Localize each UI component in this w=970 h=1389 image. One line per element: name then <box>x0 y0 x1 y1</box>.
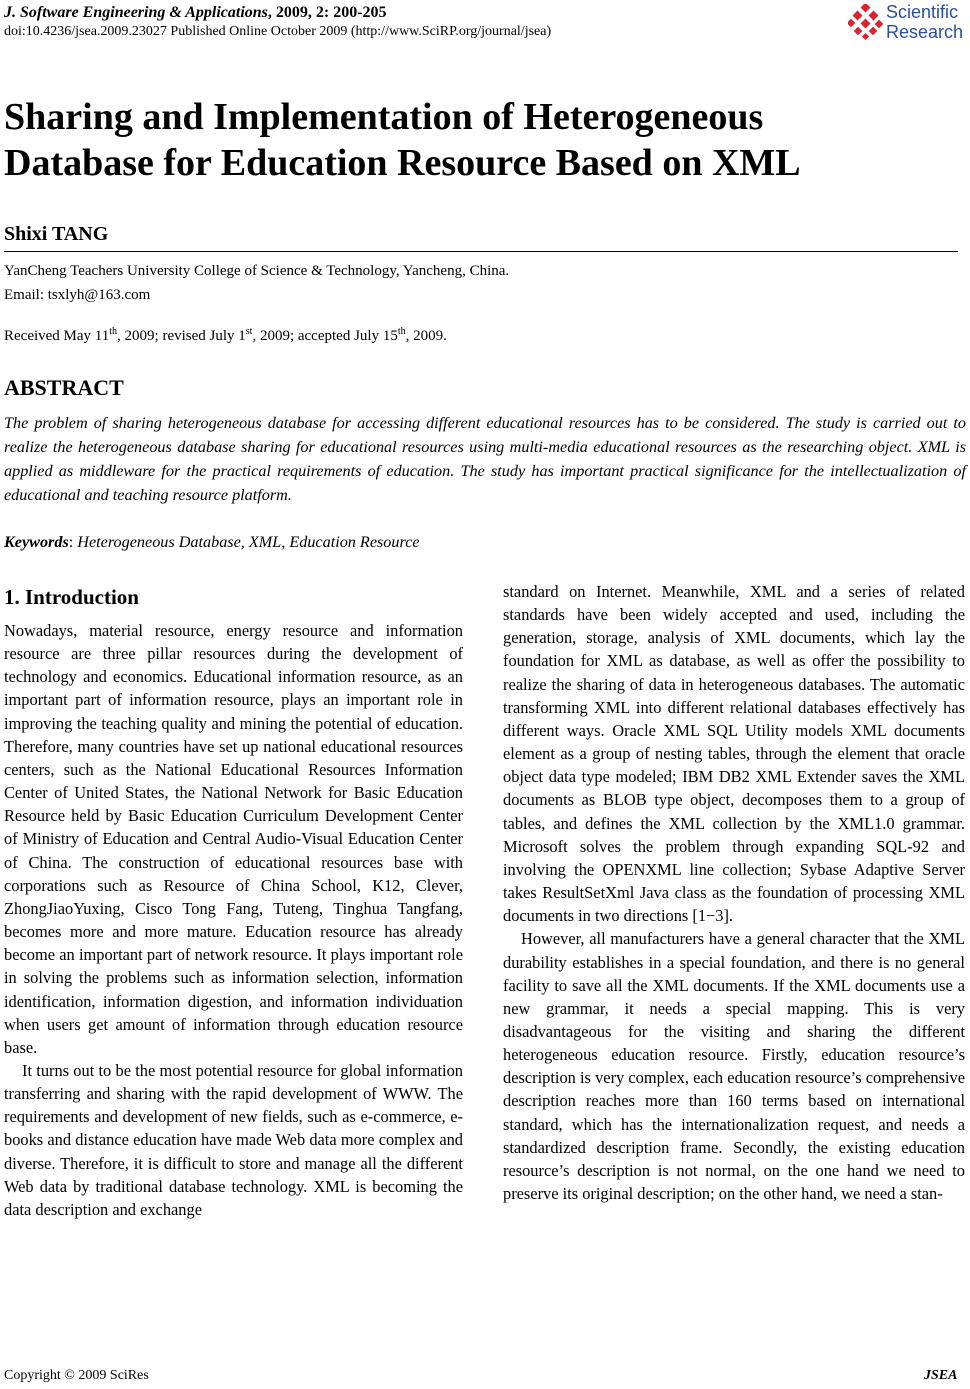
keywords-list: Heterogeneous Database, XML, Education Resource <box>77 533 420 551</box>
paragraph: It turns out to be the most potential resource for global information transferring and sharing with the rapid development of WWW. The requirements and development of new fields, such as e-commerce, e-books and distance education have made Web data more complex and diverse. Therefore, it is difficult to store and manage all the different Web data by traditional database technology. XML is becoming the data description and exchange <box>4 1060 463 1219</box>
paper-title-line-1: Sharing and Implementation of Heterogeneous <box>4 96 764 138</box>
received-date: Received May 11 <box>4 328 110 344</box>
publisher-logo <box>848 2 968 44</box>
affiliation: YanCheng Teachers University College of Science & Technology, Yancheng, China. <box>4 263 510 279</box>
scientific-research-logo-icon <box>848 4 884 40</box>
keywords-line <box>4 530 420 554</box>
logo-line-2: Research <box>886 22 964 42</box>
paragraph: standard on Internet. Meanwhile, XML and a series of related standards have been widely accepted and used, including the generation, storage, analysis of XML documents, which lay the foundation for XML as database, as well as offer the possibility to realize the sharing of data in heterogeneous databases. The automatic transforming XML into different relational databases effectively has different ways. Oracle XML SQL Utility models XML documents element as a group of nesting tables, through the element that oracle object data type modeled; IBM DB2 XML Extender saves the XML documents as BLOB type object, decomposes them to a group of tables, and defines the XML collection by the XML1.0 grammar. Microsoft solves the problem through expanding SQL-92 and involving the OPENXML line collection; Sybase Adaptive Server takes ResultSetXml Java class as the foundation of processing XML documents in two directions [1−3]. <box>503 582 965 926</box>
keywords-label: Keywords <box>4 533 69 551</box>
abstract-text: The problem of sharing heterogeneous database for accessing different educational resources has to be considered. The study is carried out to realize the heterogeneous database sharing for educational resources using multi-media educational resources as the researching object. XML is applied as middleware for the practical requirements of education. The study has important practical significance for the intellectualization of educational and teaching resource platform. <box>4 414 966 504</box>
paragraph: Nowadays, material resource, energy resource and information resource are three pillar resources during the development of technology and economics. Educational information resource, as an important part of information resource, plays an important role in improving the teaching quality and mining the potential of education. Therefore, many countries have set up national educational resources centers, such as the National Educational Resources Information Center of United States, the National Network for Basic Education Resource held by Basic Education Curriculum Development Center of Ministry of Education and Central Audio-Visual Education Center of China. The construction of educational resources base with corporations such as Resource of China School, K12, Clever, ZhongJiaoYuxing, Cisco Tong Fang, Tuteng, Tinghua Tangfang, becomes more and more mature. Education resource has already become an important part of network resource. It plays important role in solving the problems such as information selection, information identification, information digestion, and information individuation when users get amount of information through education resource base. <box>4 621 463 1057</box>
logo-line-1: Scientific <box>886 2 959 22</box>
journal-volume-pages: , 2009, 2: 200-205 <box>267 4 387 21</box>
author-name: Shixi TANG <box>4 223 109 245</box>
journal-name: J. Software Engineering & Applications <box>4 4 268 21</box>
paper-title <box>4 94 964 186</box>
doi-line: doi:10.4236/jsea.2009.23027 Published Online October 2009 (http://www.SciRP.org/journal/jsea) <box>4 24 552 39</box>
copyright-notice: Copyright © 2009 SciRes <box>4 1368 149 1383</box>
right-column <box>503 580 965 1205</box>
accepted-suffix: th <box>397 326 406 337</box>
keywords-separator: : <box>68 533 74 551</box>
publication-dates <box>4 326 447 346</box>
received-suffix: th <box>109 326 118 337</box>
author-divider <box>4 251 958 252</box>
revised-suffix: st <box>245 326 253 337</box>
section-heading-introduction: 1. Introduction <box>4 585 139 609</box>
dates-tail: , 2009. <box>405 328 447 344</box>
abstract-heading: ABSTRACT <box>4 375 124 400</box>
author-email: Email: tsxlyh@163.com <box>4 287 151 303</box>
journal-abbreviation: JSEA <box>924 1368 958 1383</box>
accepted-date: , 2009; accepted July 15 <box>252 328 398 344</box>
logo-text <box>886 2 963 42</box>
revised-date: , 2009; revised July 1 <box>117 328 246 344</box>
paper-title-line-2: Database for Education Resource Based on XML <box>4 142 801 184</box>
paragraph: However, all manufacturers have a general character that the XML durability establishes in a special foundation, and there is no general facility to save all the XML documents. If the XML documents use a new grammar, it needs a special mapping. This is very disadvantageous for the visiting and sharing the different heterogeneous education resource. Firstly, education resource’s description is very complex, each education resource’s comprehensive description reaches more than 160 terms based on international standard, which has the internationalization request, and needs a standardized description frame. Secondly, the existing education resource’s description is not normal, on the one hand we need to preserve its original description; on the other hand, we need a stan- <box>503 929 965 1204</box>
journal-citation <box>4 3 387 23</box>
left-column <box>4 619 463 1221</box>
